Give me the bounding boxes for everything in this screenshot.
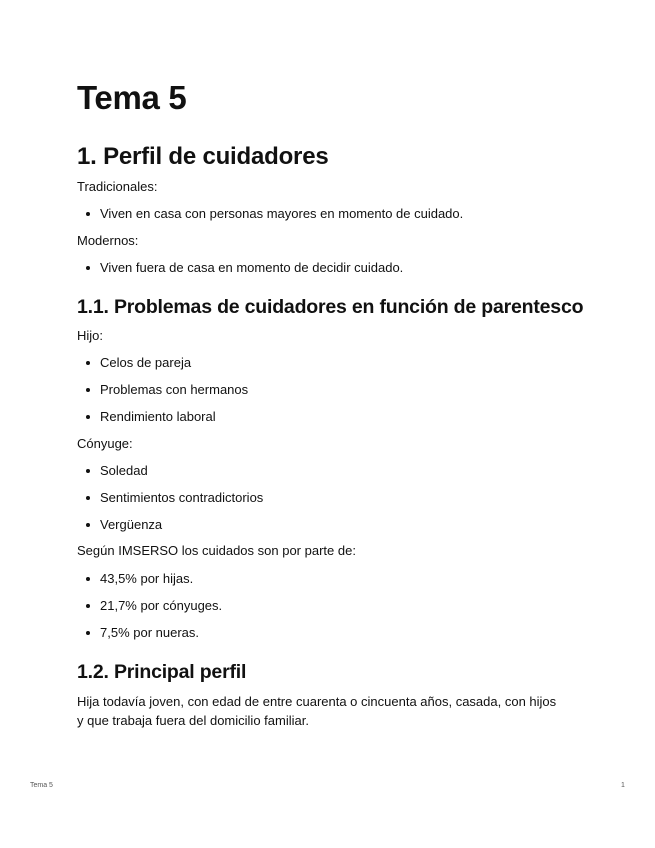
bullet-icon: [86, 415, 90, 419]
list-item-text: Celos de pareja: [100, 355, 192, 370]
list-item: [77, 205, 463, 223]
principal-perfil-paragraph: Hija todavía joven, con edad de entre cuarenta o cincuenta años, casada, con hijos y que trabaja fuera del domicilio familiar.: [77, 694, 557, 728]
bullet-icon: [86, 361, 90, 365]
bullet-icon: [86, 212, 90, 216]
list-item: [77, 259, 403, 277]
section-heading-problemas-parentesco: 1.1. Problemas de cuidadores en función de parentesco: [77, 296, 584, 318]
bullet-icon: [86, 604, 90, 608]
label-conyuge: Cónyuge:: [77, 436, 133, 451]
label-hijo: Hijo:: [77, 328, 104, 343]
list-item-text: Soledad: [100, 463, 148, 478]
list-item-text: Problemas con hermanos: [100, 382, 249, 397]
list-item-text: Vergüenza: [100, 517, 163, 532]
bullet-icon: [86, 631, 90, 635]
section-heading-principal-perfil: 1.2. Principal perfil: [77, 661, 247, 683]
bullet-icon: [86, 496, 90, 500]
list-item-text: 21,7% por cónyuges.: [100, 598, 223, 613]
bullet-icon: [86, 469, 90, 473]
list-item-text: Viven en casa con personas mayores en momento de cuidado.: [100, 206, 464, 221]
list-item: [77, 462, 148, 480]
bullet-icon: [86, 388, 90, 392]
label-imserso: Según IMSERSO los cuidados son por parte de:: [77, 543, 356, 558]
list-item: [77, 381, 248, 399]
label-modernos: Modernos:: [77, 233, 139, 248]
list-item: [77, 570, 193, 588]
page-number: 1: [621, 782, 625, 789]
section-heading-perfil-cuidadores: 1. Perfil de cuidadores: [77, 143, 329, 170]
list-item: [77, 489, 263, 507]
list-item: [77, 597, 222, 615]
document-title: Tema 5: [77, 79, 187, 116]
label-tradicionales: Tradicionales:: [77, 179, 158, 194]
list-item-text: Viven fuera de casa en momento de decidir cuidado.: [100, 260, 404, 275]
list-item: [77, 408, 216, 426]
list-item-text: Rendimiento laboral: [100, 409, 216, 424]
bullet-icon: [86, 266, 90, 270]
footer-title: Tema 5: [30, 782, 53, 789]
list-item-text: 43,5% por hijas.: [100, 571, 194, 586]
list-item: [77, 516, 162, 534]
bullet-icon: [86, 523, 90, 527]
list-item-text: Sentimientos contradictorios: [100, 490, 264, 505]
list-item: [77, 354, 191, 372]
list-item: [77, 624, 199, 642]
bullet-icon: [86, 577, 90, 581]
list-item-text: 7,5% por nueras.: [100, 625, 200, 640]
